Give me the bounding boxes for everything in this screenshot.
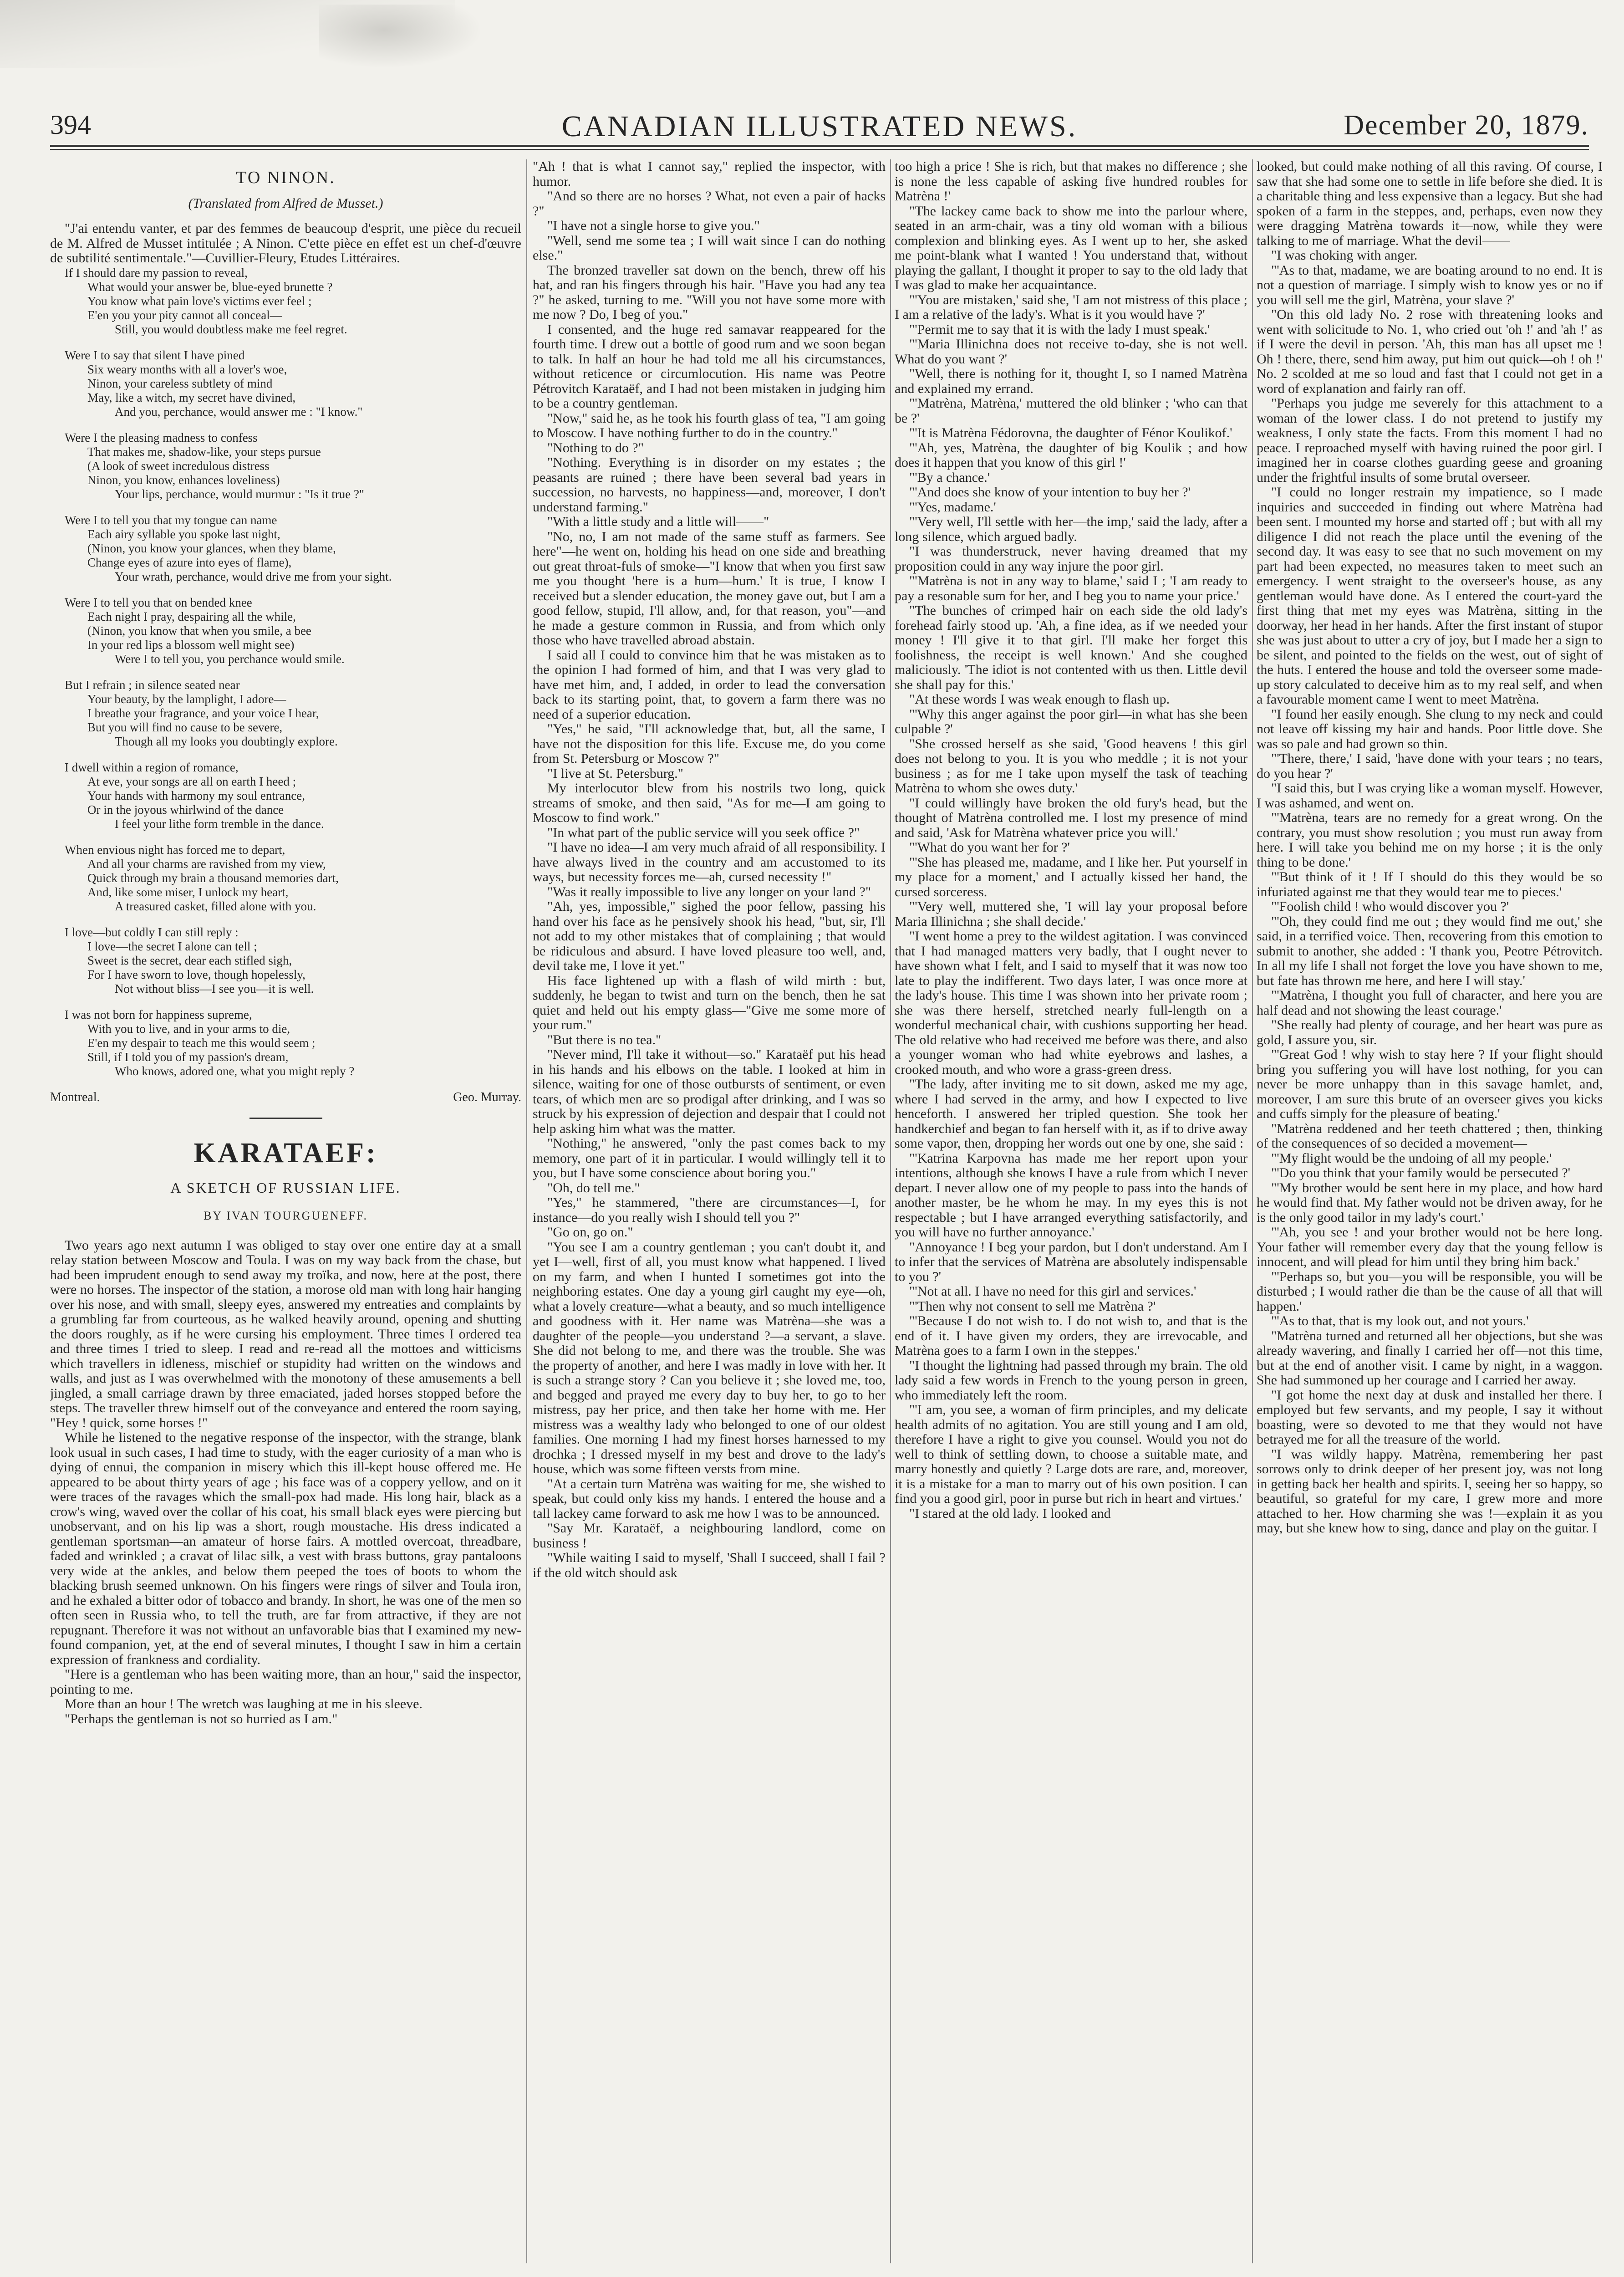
paragraph: "'Ah, you see ! and your brother would not be here long. Your father will remember every day that the young fellow is innocent, and will plead for him until they bring him back.' <box>1257 1225 1603 1269</box>
poem-line: I love—but coldly I can still reply : <box>65 925 239 939</box>
poem-line: If I should dare my passion to reveal, <box>65 265 248 280</box>
poem-line: And you, perchance, would answer me : "I know." <box>115 404 363 419</box>
masthead <box>50 101 1589 142</box>
poem-line: I was not born for happiness supreme, <box>65 1007 252 1021</box>
poem-line: But you will find no cause to be severe, <box>87 720 283 734</box>
column-divider <box>890 159 891 2263</box>
paragraph: "Well, there is nothing for it, thought I, so I named Matrèna and explained my errand. <box>895 366 1247 396</box>
paragraph: "'Not at all. I have no need for this girl and services.' <box>909 1284 1196 1299</box>
poem-line: Not without bliss—I see you—it is well. <box>115 981 314 996</box>
section-divider <box>249 1118 322 1119</box>
paragraph: "The lady, after inviting me to sit down, asked me my age, where I had served in the army, and how I expected to live henceforth. I answered her tripled question. She took her handkerchief and began to fan herself with it, as if to drive away some vapor, then, dropping her words out one by one, she said : <box>895 1077 1247 1151</box>
paragraph: "'She has pleased me, madame, and I like her. Put yourself in my place for a moment,' and I actually kissed her hand, the cursed sorceress. <box>895 854 1247 899</box>
paragraph: Two years ago next autumn I was obliged to stay over one entire day at a small relay station between Moscow and Toula. I was on my way back from the chase, but had been imprudent enough to send away my troïka, and now, here at the post, there were no horses. The inspector of the station, a morose old man with long hair hanging over his nose, and with small, sleepy eyes, answered my entreaties and complaints by a grumbling far from courteous, as he walked heavily around, opening and shutting the doors roughly, as if he were cursing his employment. Three times I ordered tea and three times I tried to sleep. I read and re-read all the mottoes and witticisms which travellers in idleness, mischief or stupidity had written on the windows and walls, and just as I was overwhelmed with the monotony of these amusements a bell jingled, a small carriage drawn by three emaciated, jaded horses stopped before the steps. The traveller threw himself out of the conveyance and entered the room saying, "Hey ! quick, some horses !" <box>50 1237 521 1430</box>
poem-line: Each night I pray, despairing all the while, <box>87 609 296 623</box>
poem-line: Who knows, adored one, what you might reply ? <box>115 1064 355 1078</box>
paragraph: "While waiting I said to myself, 'Shall I succeed, shall I fail ? if the old witch should ask <box>533 1550 886 1580</box>
column-divider <box>1252 159 1253 2263</box>
paragraph: "'Matrèna is not in any way to blame,' said I ; 'I am ready to pay a resonable sum for her, and I beg you to name your price.' <box>895 573 1247 603</box>
paragraph: "And so there are no horses ? What, not even a pair of hacks ?" <box>533 189 886 219</box>
paragraph: "'What do you want her for ?' <box>909 840 1070 855</box>
poem-line: And all your charms are ravished from my view, <box>87 857 326 871</box>
paragraph: "Nothing. Everything is in disorder on my estates ; the peasants are ruined ; there have been several bad years in succession, no harvests, no happiness—and, moreover, I don't understand farming." <box>533 455 886 515</box>
paragraph: I said all I could to convince him that he was mistaken as to the opinion I had formed of him, and that I was very glad to have met him, and, I added, in order to lead the conversation back to its starting point, that, to govern a farm there was no need of a superior education. <box>533 647 886 722</box>
paragraph: "'It is Matrèna Fédorovna, the daughter of Fénor Koulikof.' <box>909 425 1232 440</box>
paragraph: "'Oh, they could find me out ; they would find me out,' she said, in a terrified voice. Then, recovering from this emotion to submit to another, she added : 'I thank you, Peotre Pétrovitch. In all my life I shall not forget the love you have shown to me, but fate has thrown me here, and here I will stay.' <box>1257 914 1603 988</box>
paragraph: "'My flight would be the undoing of all my people.' <box>1271 1150 1552 1166</box>
paragraph: "Never mind, I'll take it without—so." Karataëf put his head in his hands and his elbows on the table. I looked at him in silence, waiting for one of those outbursts of sentiment, or even tears, of which men are so prodigal after drinking, and I was so struck by his expression of dejection and despair that I could not help asking him what was the matter. <box>533 1047 886 1136</box>
column-4 <box>1257 159 1603 2254</box>
poem-signoff <box>50 1090 521 1105</box>
paragraph: "'Why this anger against the poor girl—in what has she been culpable ?' <box>895 706 1247 736</box>
paragraph: "Perhaps the gentleman is not so hurried as I am." <box>65 1711 338 1726</box>
paragraph: "I have no idea—I am very much afraid of all responsibility. I have always lived in the country and am accustomed to its ways, but necessity forces me—ah, cursed necessity !" <box>533 840 886 884</box>
paragraph: "Matrèna turned and returned all her objections, but she was already wavering, and finally I carried her off—not this time, but at the end of another visit. I came by night, in a waggon. She had summoned up her courage and I carried her away. <box>1257 1328 1603 1388</box>
paragraph: "I was thunderstruck, never having dreamed that my proposition could in any way injure the poor girl. <box>895 544 1247 574</box>
poem-line: (Ninon, you know that when you smile, a bee <box>87 623 311 638</box>
paragraph: "Here is a gentleman who has been waiting more, than an hour," said the inspector, pointing to me. <box>50 1667 521 1697</box>
paragraph: "'You are mistaken,' said she, 'I am not mistress of this place ; I am a relative of the lady's. What is it you would have ?' <box>895 292 1247 322</box>
paragraph: "Ah, yes, impossible," sighed the poor fellow, passing his hand over his face as he pensively shook his head, "but, sir, I'll not add to my other mistakes that of complaining ; that would be ridiculous and absurd. I have loved pleasure too well, and, devil take me, I love it yet." <box>533 899 886 973</box>
poem-line: Sweet is the secret, dear each stifled sigh, <box>87 953 292 967</box>
paragraph: "Oh, do tell me." <box>547 1180 640 1195</box>
paragraph: "'Permit me to say that it is with the lady I must speak.' <box>909 322 1210 337</box>
paragraph: "'There, there,' I said, 'have done with your tears ; no tears, do you hear ?' <box>1257 751 1603 781</box>
story-text <box>50 1238 521 1727</box>
paragraph: "The lackey came back to show me into the parlour where, seated in an arm-chair, was a tiny old woman with a bilious complexion and blinking eyes. As I went up to her, she asked me point-blank what I wanted ! You understand that, without playing the gallant, I thought it proper to say to the old lady that I was glad to make her acquaintance. <box>895 203 1247 292</box>
poem-line: Were I to tell you that my tongue can name <box>65 513 277 527</box>
poem-line: And, like some miser, I unlock my heart, <box>87 885 289 899</box>
paragraph: "'Ah, yes, Matrèna, the daughter of big Koulik ; and how does it happen that you know of this girl !' <box>895 440 1247 470</box>
poem-line: You know what pain love's victims ever feel ; <box>87 294 312 308</box>
paragraph: "I was choking with anger. <box>1271 248 1418 263</box>
paragraph: too high a price ! She is rich, but that makes no difference ; she is none the less capable of asking five hundred roubles for Matrèna !' <box>895 159 1247 204</box>
poem-line: A treasured casket, filled alone with you. <box>115 899 316 913</box>
paragraph: "I was wildly happy. Matrèna, remembering her past sorrows only to drink deeper of her present joy, was not long in getting back her health and spirits. I, seeing her so happy, so beautiful, so grateful for my care, I grew more and more attached to her. How charming she was !—explain it as you may, but she knew how to sing, dance and play on the guitar. I <box>1257 1446 1603 1536</box>
paragraph: "At these words I was weak enough to flash up. <box>909 692 1170 707</box>
poem-body <box>50 266 521 1078</box>
poem-line: In your red lips a blossom well might see) <box>87 638 295 652</box>
poem-line: Still, if I told you of my passion's dream, <box>87 1050 289 1064</box>
poem-line: With you to live, and in your arms to die, <box>87 1021 290 1036</box>
paragraph: "Nothing," he answered, "only the past comes back to my memory, one part of it in particular. I would willingly tell it to you, but I have some conscience about boring you." <box>533 1136 886 1180</box>
poem-line: Still, you would doubtless make me feel regret. <box>115 322 347 336</box>
paragraph: "On this old lady No. 2 rose with threatening looks and went with solicitude to No. 1, who cried out 'oh !' and 'ah !' as if I were the devil in person. 'Ah, this man has all upset me ! Oh ! there, there, send him away, put him out quick—oh ! oh !' No. 2 scolded at me so loud and fast that I could not get in a word of explanation and fairly ran off. <box>1257 307 1603 396</box>
paragraph: "Matrèna reddened and her teeth chattered ; then, thinking of the consequences of so decided a movement— <box>1257 1121 1603 1151</box>
poem-line: Were I the pleasing madness to confess <box>65 430 258 444</box>
poem-line: May, like a witch, my secret have divined, <box>87 390 296 404</box>
paragraph: While he listened to the negative response of the inspector, with the strange, blank look usual in such cases, I had time to study, with the eager curiosity of a man who is dying of ennui, the companion in misery which this ill-kept house offered me. He appeared to be about thirty years of age ; his face was of a coppery yellow, and on it were traces of the ravages which the small-pox had made. His long hair, black as a crow's wing, waved over the collar of his coat, his small black eyes were piercing but unobservant, and on his lip was a short, rough moustache. His dress indicated a gentleman sportsman—an amateur of horse fairs. A mottled overcoat, threadbare, faded and wrinkled ; a cravat of lilac silk, a vest with brass buttons, gray pantaloons very wide at the ankles, and below them peeped the toes of boots to whom the blacking brush seemed unknown. On his fingers were rings of silver and Toula iron, and he exhaled a bitter odor of tobacco and brandy. In short, he was one of the men so often seen in Russia who, to tell the truth, are far from attractive, if they are not repugnant. Therefore it was not without an unfavorable bias that I examined my new-found companion, yet, at the end of several minutes, I thought I saw in him a certain expression of frankness and cordiality. <box>50 1430 521 1667</box>
paragraph: "I thought the lightning had passed through my brain. The old lady said a few words in French to the young person in green, who immediately left the room. <box>895 1358 1247 1403</box>
poem-author: Geo. Murray. <box>453 1090 521 1104</box>
poem-stanza <box>50 266 521 337</box>
paragraph: "'Matrèna, Matrèna,' muttered the old blinker ; 'who can that be ?' <box>895 396 1247 426</box>
paragraph: His face lightened up with a flash of wild mirth : but, suddenly, he began to twist and turn on the bench, then he sat quiet and held out his empty glass—"Give me some more of your rum." <box>533 973 886 1032</box>
story-byline: BY IVAN TOURGUENEFF. <box>203 1209 368 1222</box>
poem-place: Montreal. <box>50 1090 100 1104</box>
poem-line: Your beauty, by the lamplight, I adore— <box>87 692 286 706</box>
story-text <box>533 159 886 1580</box>
story-text <box>1257 159 1603 1536</box>
poem-title: TO NINON. <box>236 168 336 187</box>
poem-stanza <box>50 843 521 914</box>
poem-line: I feel your lithe form tremble in the dance. <box>115 817 324 831</box>
poem-line: Or in the joyous whirlwind of the dance <box>87 802 284 817</box>
poem-line: Your lips, perchance, would murmur : "Is it true ?" <box>115 487 364 501</box>
story-title: KARATAEF: <box>193 1137 378 1169</box>
header-rule-thin <box>50 149 1589 150</box>
poem-line: I breathe your fragrance, and your voice I hear, <box>87 706 319 720</box>
paragraph: "I stared at the old lady. I looked and <box>909 1506 1111 1521</box>
paragraph: "'Then why not consent to sell me Matrèna ?' <box>909 1298 1156 1314</box>
poem-line: Quick through my brain a thousand memories dart, <box>87 871 339 885</box>
column-1 <box>50 159 521 2254</box>
poem-line: Ninon, your careless subtlety of mind <box>87 376 273 390</box>
paragraph: "I could willingly have broken the old fury's head, but the thought of Matrèna controlled me. I lost my presence of mind and said, 'Ask for Matrèna whatever price you will.' <box>895 795 1247 840</box>
poem-stanza <box>50 348 521 419</box>
poem-line: When envious night has forced me to depart, <box>65 842 285 857</box>
poem-stanza <box>50 678 521 749</box>
paragraph: "Say Mr. Karataëf, a neighbouring landlord, come on business ! <box>533 1521 886 1551</box>
paragraph: "'By a chance.' <box>909 470 990 485</box>
poem-line: Were I to say that silent I have pined <box>65 348 245 362</box>
poem-line: Though all my looks you doubtingly explore. <box>115 734 338 748</box>
poem-line: E'en my despair to teach me this would seem ; <box>87 1036 316 1050</box>
paragraph: looked, but could make nothing of all this raving. Of course, I saw that she had some one to settle in life before she died. It is a charitable thing and less expensive than a legacy. But she had spoken of a farm in the steppes, and, perhaps, even now they were dragging Matrèna towards it—now, while they were talking to me of marriage. What the devil—— <box>1257 159 1603 248</box>
poem-line: Ninon, you know, enhances loveliness) <box>87 473 280 487</box>
header-rule <box>50 145 1589 147</box>
poem-line: That makes me, shadow-like, your steps pursue <box>87 444 321 459</box>
paragraph: "She really had plenty of courage, and her heart was pure as gold, I assure you, sir. <box>1257 1017 1603 1047</box>
poem-stanza <box>50 1008 521 1078</box>
poem-line: But I refrain ; in silence seated near <box>65 678 240 692</box>
paragraph: "'Matrèna, tears are no remedy for a great wrong. On the contrary, you must show resolution ; you must run away from here. I will take you behind me on my horse ; it is the only thing to be done.' <box>1257 810 1603 870</box>
paragraph: "I could no longer restrain my impatience, so I made inquiries and succeeded in finding out where Matrèna had been sent. I mounted my horse and started off ; but with all my diligence I did not reach the place until the evening of the second day. It was easy to see that no such movement on my part had been expected, no measures taken to meet such an emergency. I went straight to the overseer's house, as any gentleman would have done. As I entered the court-yard the first thing that met my eyes was Matrèna, sitting in the doorway, her head in her hands. After the first instant of stupor she was just about to utter a cry of joy, but I made her a sign to be silent, and pointed to the fields on the west, out of sight of the huts. I entered the house and told the overseer some made-up story calculated to deceive him as to my real self, and when a favourable moment came I went to meet Matrèna. <box>1257 485 1603 707</box>
paragraph: "'My brother would be sent here in my place, and how hard he would find that. My father would not be driven away, for he is the only good tailor in my lady's court.' <box>1257 1180 1603 1225</box>
paper-crease <box>319 5 483 68</box>
poem-line: (Ninon, you know your glances, when they blame, <box>87 541 336 555</box>
poem-stanza <box>50 431 521 501</box>
poem-credit: (Translated from Alfred de Musset.) <box>188 196 383 211</box>
paragraph: "'Do you think that your family would be persecuted ?' <box>1271 1165 1571 1180</box>
paragraph: "'Matrèna, I thought you full of character, and here you are half dead and not showing the least courage.' <box>1257 988 1603 1018</box>
story-text <box>895 159 1247 1521</box>
paragraph: "'Very well, I'll settle with her—the imp,' said the lady, after a long silence, which argued badly. <box>895 514 1247 544</box>
paragraph: "'Katrina Karpovna has made me her report upon your intentions, although she knows I have a rule from which I never depart. I never allow one of my people to pass into the hands of another master, be he whom he may. In my eyes this is not respectable ; but I have arranged everything satisfactorily, and you will have no further annoyance.' <box>895 1150 1247 1240</box>
poem-stanza <box>50 761 521 831</box>
paragraph: "'Great God ! why wish to stay here ? If your flight should bring you suffering you will have lost nothing, for you can never be more unhappy than in this savage hamlet, and, moreover, I am sure this brute of an overseer gives you kicks and cuffs simply for the pleasure of beating.' <box>1257 1047 1603 1121</box>
paragraph: "Go on, go on." <box>547 1225 633 1240</box>
paragraph: "'Because I do not wish to. I do not wish to, and that is the end of it. I have given my orders, they are irrevocable, and Matrèna goes to a farm I own in the steppes.' <box>895 1313 1247 1358</box>
poem-line: Were I to tell you that on bended knee <box>65 595 252 609</box>
poem-line: Change eyes of azure into eyes of flame), <box>87 555 292 569</box>
column-3 <box>895 159 1247 2254</box>
paragraph: "Yes," he stammered, "there are circumstances—I, for instance—do you really wish I should tell you ?" <box>533 1195 886 1225</box>
poem-stanza <box>50 596 521 666</box>
paragraph: "I have not a single horse to give you." <box>547 218 760 233</box>
paragraph: "But there is no tea." <box>547 1032 662 1047</box>
poem-line: Your hands with harmony my soul entrance, <box>87 788 305 802</box>
paragraph: The bronzed traveller sat down on the bench, threw off his hat, and ran his fingers through his hair. "Have you had any tea ?" he asked, turning to me. "Will you not have some more with me now ? Do, I beg of you." <box>533 262 886 322</box>
poem-line: At eve, your songs are all on earth I heed ; <box>87 774 296 788</box>
paragraph: "'As to that, that is my look out, and not yours.' <box>1271 1313 1529 1328</box>
paragraph: More than an hour ! The wretch was laughing at me in his sleeve. <box>65 1696 423 1711</box>
paragraph: "She crossed herself as she said, 'Good heavens ! this girl does not belong to you. It is you who meddle ; it is not your business ; as for me I take upon myself the task of teaching Matrèna to whom she owes duty.' <box>895 736 1247 796</box>
poem-line: I love—the secret I alone can tell ; <box>87 939 257 953</box>
story-subtitle: A SKETCH OF RUSSIAN LIFE. <box>170 1179 401 1196</box>
poem-line: Each airy syllable you spoke last night, <box>87 527 280 541</box>
paragraph: "The bunches of crimped hair on each side the old lady's forehead fairly stood up. 'Ah, a fine idea, as if we needed your money ! I'll give it to that girl. I'll make her forget this foolishness, the receipt is well known.' And she coughed maliciously. 'The idiot is not contented with us then. Little devil she shall pay for this.' <box>895 603 1247 692</box>
poem-line: For I have sworn to love, though hopelessly, <box>87 967 305 981</box>
paragraph: "'Maria Illinichna does not receive to-day, she is not well. What do you want ?' <box>895 337 1247 367</box>
paragraph: My interlocutor blew from his nostrils two long, quick streams of smoke, and then said, "As for me—I am going to Moscow to find work." <box>533 781 886 825</box>
paragraph: "Annoyance ! I beg your pardon, but I don't understand. Am I to infer that the services of Matrèna are absolutely indispensable to you ?' <box>895 1239 1247 1284</box>
paragraph: "With a little study and a little will——" <box>547 514 769 529</box>
paragraph: "I found her easily enough. She clung to my neck and could not leave off kissing my hair and hands. Poor little dove. She was so pale and had grown so thin. <box>1257 706 1603 751</box>
poem-line: (A look of sweet incredulous distress <box>87 459 270 473</box>
poem-line: I dwell within a region of romance, <box>65 760 239 774</box>
poem-line: What would your answer be, blue-eyed brunette ? <box>87 280 333 294</box>
paragraph: "I live at St. Petersburg." <box>547 766 683 781</box>
poem-line: E'en you your pity cannot all conceal— <box>87 308 282 322</box>
paragraph: "Well, send me some tea ; I will wait since I can do nothing else." <box>533 233 886 263</box>
publication-title: CANADIAN ILLUSTRATED NEWS. <box>561 110 1078 143</box>
paragraph: "'As to that, madame, we are boating around to no end. It is not a question of marriage. I simply wish to know yes or no if you will sell me the girl, Matrèna, your slave ?' <box>1257 262 1603 307</box>
poem-stanza <box>50 925 521 996</box>
paragraph: "'And does she know of your intention to buy her ?' <box>909 485 1191 500</box>
paragraph: "I got home the next day at dusk and installed her there. I employed but few servants, and my people, I say it without boasting, were so devoted to me that they would not have betrayed me for all the treasure of the world. <box>1257 1387 1603 1447</box>
paragraph: "At a certain turn Matrèna was waiting for me, she wished to speak, but could only kiss my hands. I entered the house and a tall lackey came forward to ask me how I was to be announced. <box>533 1476 886 1521</box>
poem-epigraph: "J'ai entendu vanter, et par des femmes de beaucoup d'esprit, une pièce du recueil de M. Alfred de Musset intitulée ; A Ninon. C'ette pièce en effet est un chef-d'œuvre de subtilité sentimentale."—Cuvillier-Fleury, Etudes Littéraires. <box>50 221 521 265</box>
paragraph: "Yes," he said, "I'll acknowledge that, but, all the same, I have not the disposition for this life. Excuse me, do you come from St. Petersburg or Moscow ?" <box>533 721 886 766</box>
poem-line: Were I to tell you, you perchance would smile. <box>115 652 345 666</box>
paragraph: "In what part of the public service will you seek office ?" <box>547 825 860 840</box>
paragraph: "'But think of it ! If I should do this they would be so infuriated against me that they would tear me to pieces.' <box>1257 869 1603 899</box>
paragraph: "Ah ! that is what I cannot say," replied the inspector, with humor. <box>533 159 886 189</box>
paragraph: "I said this, but I was crying like a woman myself. However, I was ashamed, and went on. <box>1257 781 1603 811</box>
poem-line: Six weary months with all a lover's woe, <box>87 362 287 376</box>
paragraph: "'Very well, muttered she, 'I will lay your proposal before Maria Illinichna ; she shall decide.' <box>895 899 1247 929</box>
paragraph: "Now," said he, as he took his fourth glass of tea, "I am going to Moscow. I have nothing further to do in the country." <box>533 410 886 440</box>
paragraph: "I went home a prey to the wildest agitation. I was convinced that I had managed matters very badly, that I ought never to have shown what I felt, and I said to myself that it was now too late to play the indifferent. Two days later, I was once more at the lady's house. This time I was shown into her private room ; she was there herself, stretched nearly full-length on a wonderful mechanical chair, with cushions supporting her head. The old relative who had received me before was there, and also a younger woman who had white eyebrows and lashes, a crooked mouth, and who wore a grass-green dress. <box>895 929 1247 1077</box>
paragraph: "'Foolish child ! who would discover you ?' <box>1271 899 1509 914</box>
paragraph: "No, no, I am not made of the same stuff as farmers. See here"—he went on, holding his head on one side and breathing out great throat-fuls of smoke—"I know that when you first saw me you thought 'here is a hum—hum.' It is true, I know I received but a slender education, the money gave out, but I am a good fellow, stupid, I'll allow, and, for that reason, you"—and he made a gesture common in Russia, and from which only those who have travelled abroad abstain. <box>533 529 886 648</box>
column-divider <box>526 159 527 2263</box>
poem-stanza <box>50 513 521 584</box>
poem-line: Your wrath, perchance, would drive me from your sight. <box>115 569 392 583</box>
paragraph: "Was it really impossible to live any longer on your land ?" <box>547 884 871 899</box>
issue-date: December 20, 1879. <box>1344 110 1589 141</box>
paragraph: "'I am, you see, a woman of firm principles, and my delicate health admits of no agitation. You are still young and I am old, therefore I have a right to give you counsel. Would you not do well to think of settling down, to choose a suitable mate, and marry honestly and quietly ? Large dots are rare, and, moreover, it is a mistake for a man to marry out of his own position. I can find you a good girl, poor in purse but rich in heart and virtues.' <box>895 1402 1247 1506</box>
paragraph: "Perhaps you judge me severely for this attachment to a woman of the lower class. I do not pretend to justify my weakness, I only state the facts. From this moment I had no peace. I reproached myself with having ruined the poor girl. I imagined her in coarse clothes guarding geese and groaning under the frightful insults of some brutal overseer. <box>1257 396 1603 485</box>
paragraph: "You see I am a country gentleman ; you can't doubt it, and yet I—well, first of all, you must know what happened. I lived on my farm, and when I hunted I sometimes got into the neighboring estates. One day a young girl caught my eye—oh, what a lovely creature—what a beauty, and so much intelligence and goodness with it. Her name was Matrèna—she was a daughter of the people—you understand ?—a servant, a slave. She did not belong to me, and there was the trouble. She was the property of another, and here I was madly in love with her. It is such a strange story ? Can you believe it ; she loved me, too, and begged and prayed me every day to buy her, to go to her mistress, pay her price, and then take her home with me. Her mistress was a wealthy lady who belonged to one of our oldest families. One morning I had my finest horses harnessed to my drochka ; I dressed myself in my best and drove to the lady's house, which was some fifteen versts from mine. <box>533 1239 886 1476</box>
paragraph: "'Yes, madame.' <box>909 499 996 515</box>
paragraph: "Nothing to do ?" <box>547 440 644 455</box>
paragraph: I consented, and the huge red samavar reappeared for the fourth time. I drew out a bottle of good rum and we soon began to talk. In half an hour he had told me all his circumstances, without reticence or circumlocution. His name was Peotre Pétrovitch Karataëf, and I had not been mistaken in judging him to be a country gentleman. <box>533 322 886 411</box>
paragraph: "'Perhaps so, but you—you will be responsible, you will be disturbed ; I would rather die than be the cause of all that will happen.' <box>1257 1269 1603 1314</box>
column-2 <box>533 159 886 2254</box>
page-number: 394 <box>50 110 91 140</box>
